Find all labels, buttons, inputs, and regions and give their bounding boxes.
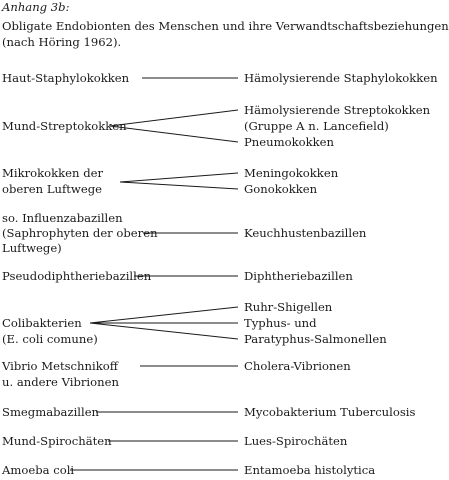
left-entry: Luftwege) <box>2 241 62 255</box>
left-entry: Amoeba coli <box>2 463 75 477</box>
left-entry: so. Influenzabazillen <box>2 211 123 225</box>
left-entry: (Saphrophyten der oberen <box>2 226 158 240</box>
left-entry: Pseudodiphtheriebazillen <box>2 269 152 283</box>
right-entry: Gonokokken <box>244 182 318 196</box>
right-entry: Typhus- und <box>244 316 317 330</box>
connector-line <box>110 110 238 126</box>
intro-line-2: (nach Höring 1962). <box>2 35 122 49</box>
left-entry: oberen Luftwege <box>2 182 103 196</box>
left-entry: Mund-Spirochäten <box>2 434 112 448</box>
intro-line-1: Obligate Endobionten des Menschen und ihre Verwandtschaftsbeziehungen <box>2 19 449 33</box>
heading: Anhang 3b: <box>2 0 70 14</box>
right-entry: Diphtheriebazillen <box>244 269 353 283</box>
left-entry: Mund-Streptokokken <box>2 119 127 133</box>
left-entry: Smegmabazillen <box>2 405 100 419</box>
connector-line <box>90 323 238 339</box>
right-entry: Ruhr-Shigellen <box>244 300 333 314</box>
right-entry: Keuchhustenbazillen <box>244 226 367 240</box>
left-entry: Haut-Staphylokokken <box>2 71 130 85</box>
connector-line <box>110 126 238 142</box>
right-entry: Meningokokken <box>244 166 339 180</box>
connector-line <box>90 307 238 323</box>
right-entry: Lues-Spirochäten <box>244 434 348 448</box>
right-entry: (Gruppe A n. Lancefield) <box>244 119 389 133</box>
connector-line <box>120 182 238 189</box>
left-entry: u. andere Vibrionen <box>2 375 119 389</box>
right-entry: Entamoeba histolytica <box>244 463 376 477</box>
right-entry: Paratyphus-Salmonellen <box>244 332 387 346</box>
right-entry: Mycobakterium Tuberculosis <box>244 405 416 419</box>
connector-line <box>120 173 238 182</box>
left-entry: (E. coli comune) <box>2 332 98 346</box>
left-entry: Vibrio Metschnikoff <box>2 359 118 373</box>
right-entry: Hämolysierende Streptokokken <box>244 103 431 117</box>
right-entry: Hämolysierende Staphylokokken <box>244 71 438 85</box>
left-entry: Mikrokokken der <box>2 166 104 180</box>
left-entry: Colibakterien <box>2 316 82 330</box>
right-entry: Cholera-Vibrionen <box>244 359 351 373</box>
right-entry: Pneumokokken <box>244 135 334 149</box>
